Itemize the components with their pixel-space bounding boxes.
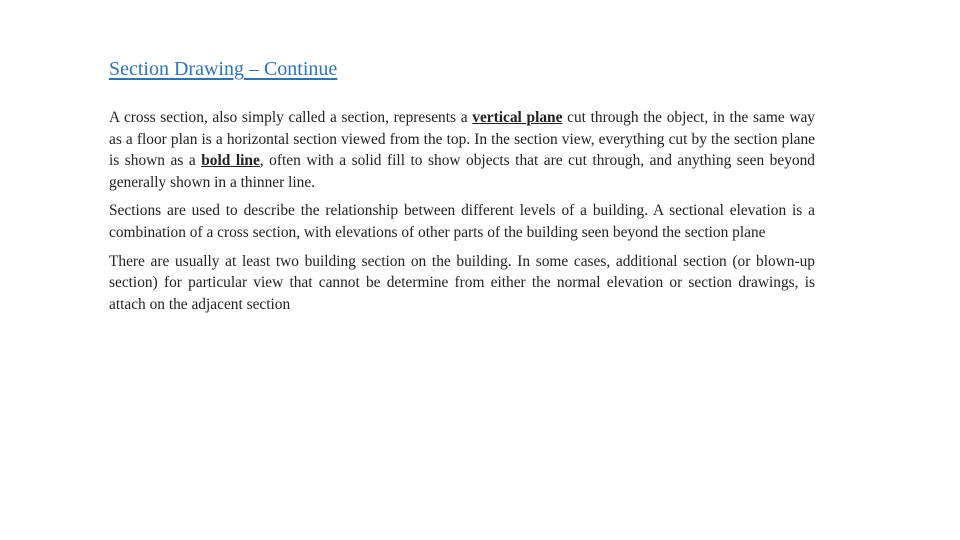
slide-title: Section Drawing – Continue xyxy=(109,58,338,80)
slide-body xyxy=(109,107,815,322)
vertical-plane-emphasis: vertical plane xyxy=(472,109,563,126)
paragraph-1-text-c: , often with a solid fill to show objects that are cut through, and anything seen beyond generally shown in a thinner line. xyxy=(109,152,815,191)
bold-line-emphasis: bold line xyxy=(201,152,260,170)
paragraph-sections-usage: Sections are used to describe the relationship between different levels of a building. A sectional elevation is a combination of a cross section, with elevations of other parts of the building seen beyond the section plane xyxy=(109,202,815,241)
paragraph-cross-section xyxy=(109,107,815,193)
paragraph-building-sections: There are usually at least two building section on the building. In some cases, additional section (or blown-up section) for particular view that cannot be determine from either the normal elevation or section drawings, is attach on the adjacent section xyxy=(109,252,815,313)
paragraph-1-text-b: cut through the object, in the same way as a floor plan is a horizontal section viewed from the top. In the section view, everything cut by the section plane is shown as a xyxy=(109,109,815,170)
paragraph-1-text-a: A cross section, also simply called a section, represents a xyxy=(109,109,473,126)
